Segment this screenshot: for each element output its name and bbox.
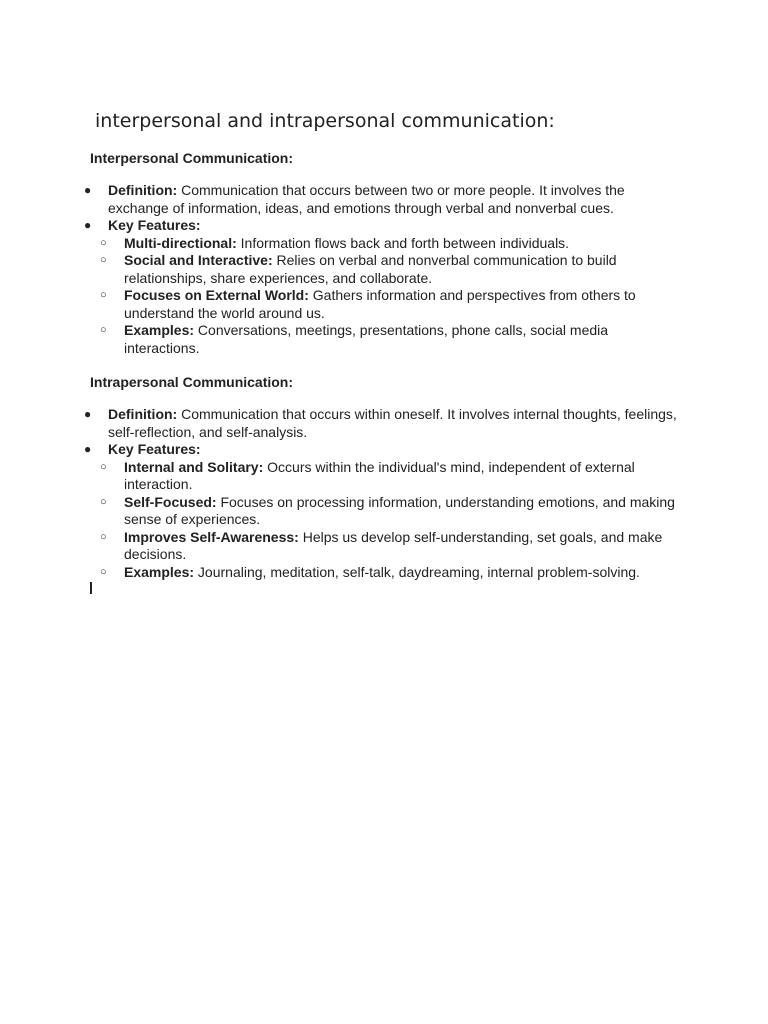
- interpersonal-heading: Interpersonal Communication:: [90, 150, 294, 166]
- interpersonal-features-list: [100, 234, 680, 358]
- document-title: interpersonal and intrapersonal communication:: [95, 110, 555, 132]
- list-item: [100, 528, 680, 564]
- feature-label: Self-Focused:: [124, 493, 217, 510]
- feature-text: Information flows back and forth between individuals.: [236, 234, 570, 251]
- intrapersonal-list: [80, 406, 680, 581]
- feature-text: Helps us develop self-understanding, set goals, and make decisions.: [124, 528, 663, 562]
- bullet-hollow-icon: ○: [100, 254, 107, 266]
- intrapersonal-definition-item: [80, 406, 680, 441]
- feature-text: Occurs within the individual's mind, independent of external interaction.: [124, 458, 635, 492]
- feature-label: Social and Interactive:: [124, 252, 273, 268]
- feature-label: Examples:: [124, 322, 195, 338]
- list-item: [100, 287, 680, 322]
- feature-text: Focuses on processing information, understanding emotions, and making sense of experiences.: [124, 493, 675, 527]
- bullet-hollow-icon: ○: [100, 236, 107, 249]
- definition-text: Communication that occurs within oneself. It involves internal thoughts, feelings, self-reflection, and self-analysis.: [108, 406, 677, 440]
- list-item: [100, 458, 680, 494]
- definition-text: Communication that occurs between two or more people. It involves the exchange of information, ideas, and emotions through verbal and nonverbal cues.: [108, 182, 625, 216]
- bullet-hollow-icon: ○: [100, 565, 107, 578]
- bullet-filled-icon: ●: [84, 183, 92, 197]
- feature-label: Internal and Solitary:: [124, 458, 264, 475]
- key-features-label: Key Features:: [108, 217, 201, 233]
- feature-label: Improves Self-Awareness:: [124, 528, 299, 545]
- key-features-label: Key Features:: [108, 441, 201, 457]
- interpersonal-key-features-item: [80, 217, 680, 357]
- list-item: [100, 322, 680, 357]
- bullet-hollow-icon: ○: [100, 530, 107, 543]
- feature-label: Multi-directional:: [124, 234, 237, 251]
- feature-text: Gathers information and perspectives from others to understand the world around us.: [124, 287, 636, 321]
- list-item: [100, 493, 680, 529]
- intrapersonal-features-list: [100, 458, 680, 582]
- bullet-filled-icon: ●: [84, 442, 92, 456]
- list-item: [100, 252, 680, 287]
- interpersonal-list: [80, 182, 680, 357]
- feature-text: Relies on verbal and nonverbal communication to build relationships, share experiences, and collaborate.: [124, 252, 617, 286]
- bullet-hollow-icon: ○: [100, 324, 107, 336]
- feature-text: Journaling, meditation, self-talk, daydreaming, internal problem-solving.: [194, 563, 640, 580]
- bullet-hollow-icon: ○: [100, 495, 107, 508]
- feature-label: Examples:: [124, 563, 195, 580]
- bullet-filled-icon: ●: [84, 218, 92, 232]
- list-item: [100, 234, 680, 253]
- feature-label: Focuses on External World:: [124, 287, 309, 303]
- feature-text: Conversations, meetings, presentations, phone calls, social media interactions.: [124, 322, 609, 356]
- text-cursor[interactable]: [90, 582, 92, 594]
- intrapersonal-heading: Intrapersonal Communication:: [90, 374, 294, 390]
- bullet-hollow-icon: ○: [100, 460, 107, 473]
- intrapersonal-key-features-item: [80, 441, 680, 581]
- definition-label: Definition:: [108, 406, 178, 422]
- definition-label: Definition:: [108, 182, 178, 198]
- interpersonal-definition-item: [80, 182, 680, 217]
- bullet-filled-icon: ●: [84, 407, 92, 421]
- bullet-hollow-icon: ○: [100, 289, 107, 301]
- list-item: [100, 563, 680, 582]
